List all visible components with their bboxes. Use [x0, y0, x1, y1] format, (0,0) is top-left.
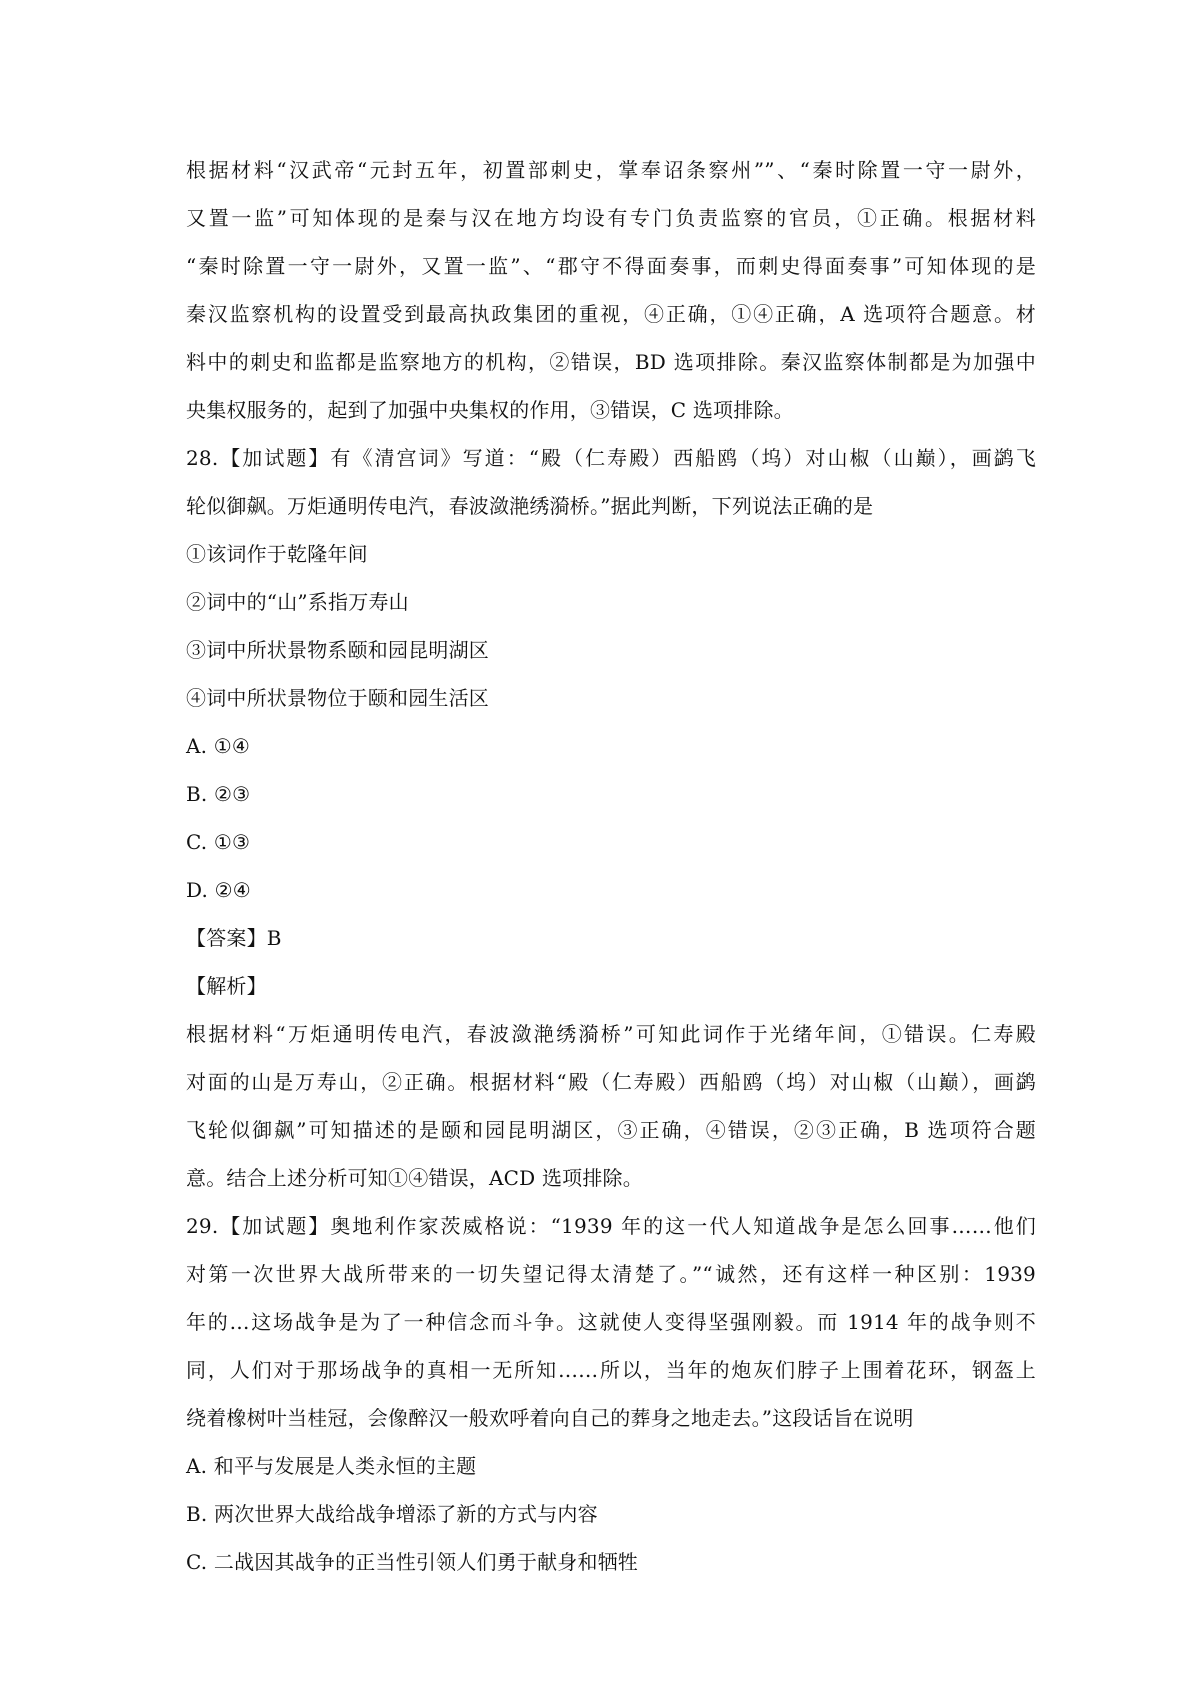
q29-stem-line: 同，人们对于那场战争的真相一无所知……所以，当年的炮灰们脖子上围着花环，钢盔上	[186, 1358, 1036, 1382]
q28-stem-line: 28.【加试题】有《清宫词》写道：“殿（仁寿殿）西船鸥（坞）对山椒（山巅），画鹢飞	[186, 446, 1036, 470]
q28-statement: ③词中所状景物系颐和园昆明湖区	[186, 638, 489, 662]
q29-option-b: B. 两次世界大战给战争增添了新的方式与内容	[186, 1502, 598, 1526]
q28-statement: ②词中的“山”系指万寿山	[186, 590, 409, 614]
q28-answer: 【答案】B	[186, 926, 282, 950]
q28-analysis-heading: 【解析】	[186, 974, 267, 998]
q28-analysis-line: 根据材料“万炬通明传电汽，春波潋滟绣漪桥”可知此词作于光绪年间，①错误。仁寿殿	[186, 1022, 1036, 1046]
document-content	[186, 146, 1036, 1586]
prev-analysis-line: “秦时除置一守一尉外，又置一监”、“郡守不得面奏事，而刺史得面奏事”可知体现的是	[186, 254, 1036, 278]
q28-option-a: A. ①④	[186, 734, 251, 758]
q28-analysis-line: 飞轮似御飙”可知描述的是颐和园昆明湖区，③正确，④错误，②③正确，B 选项符合题	[186, 1118, 1036, 1142]
prev-analysis-line: 又置一监”可知体现的是秦与汉在地方均设有专门负责监察的官员，①正确。根据材料	[186, 206, 1036, 230]
q28-analysis-line: 对面的山是万寿山，②正确。根据材料“殿（仁寿殿）西船鸥（坞）对山椒（山巅），画鹢	[186, 1070, 1036, 1094]
prev-analysis-line: 料中的刺史和监都是监察地方的机构，②错误，BD 选项排除。秦汉监察体制都是为加强中	[186, 350, 1036, 374]
q28-option-b: B. ②③	[186, 782, 251, 806]
q29-option-a: A. 和平与发展是人类永恒的主题	[186, 1454, 477, 1478]
q29-option-c: C. 二战因其战争的正当性引领人们勇于献身和牺牲	[186, 1550, 639, 1574]
q29-stem-line: 对第一次世界大战所带来的一切失望记得太清楚了。”“诚然，还有这样一种区别：1939	[186, 1262, 1036, 1286]
q28-analysis-line: 意。结合上述分析可知①④错误，ACD 选项排除。	[186, 1166, 643, 1190]
q28-option-d: D. ②④	[186, 878, 251, 902]
q28-option-c: C. ①③	[186, 830, 251, 854]
prev-analysis-line: 秦汉监察机构的设置受到最高执政集团的重视，④正确，①④正确，A 选项符合题意。材	[186, 302, 1036, 326]
q28-stem-line: 轮似御飙。万炬通明传电汽，春波潋滟绣漪桥。”据此判断，下列说法正确的是	[186, 494, 874, 518]
q29-stem-line: 绕着橡树叶当桂冠，会像醉汉一般欢呼着向自己的葬身之地走去。”这段话旨在说明	[186, 1406, 914, 1430]
q29-stem-line: 年的…这场战争是为了一种信念而斗争。这就使人变得坚强刚毅。而 1914 年的战争则不	[186, 1310, 1036, 1334]
prev-analysis-line: 央集权服务的，起到了加强中央集权的作用，③错误，C 选项排除。	[186, 398, 794, 422]
q28-statement: ①该词作于乾隆年间	[186, 542, 368, 566]
q28-statement: ④词中所状景物位于颐和园生活区	[186, 686, 489, 710]
q29-stem-line: 29.【加试题】奥地利作家茨威格说：“1939 年的这一代人知道战争是怎么回事……他们	[186, 1214, 1036, 1238]
prev-analysis-line: 根据材料“汉武帝“元封五年，初置部刺史，掌奉诏条察州””、“秦时除置一守一尉外，	[186, 158, 1036, 182]
